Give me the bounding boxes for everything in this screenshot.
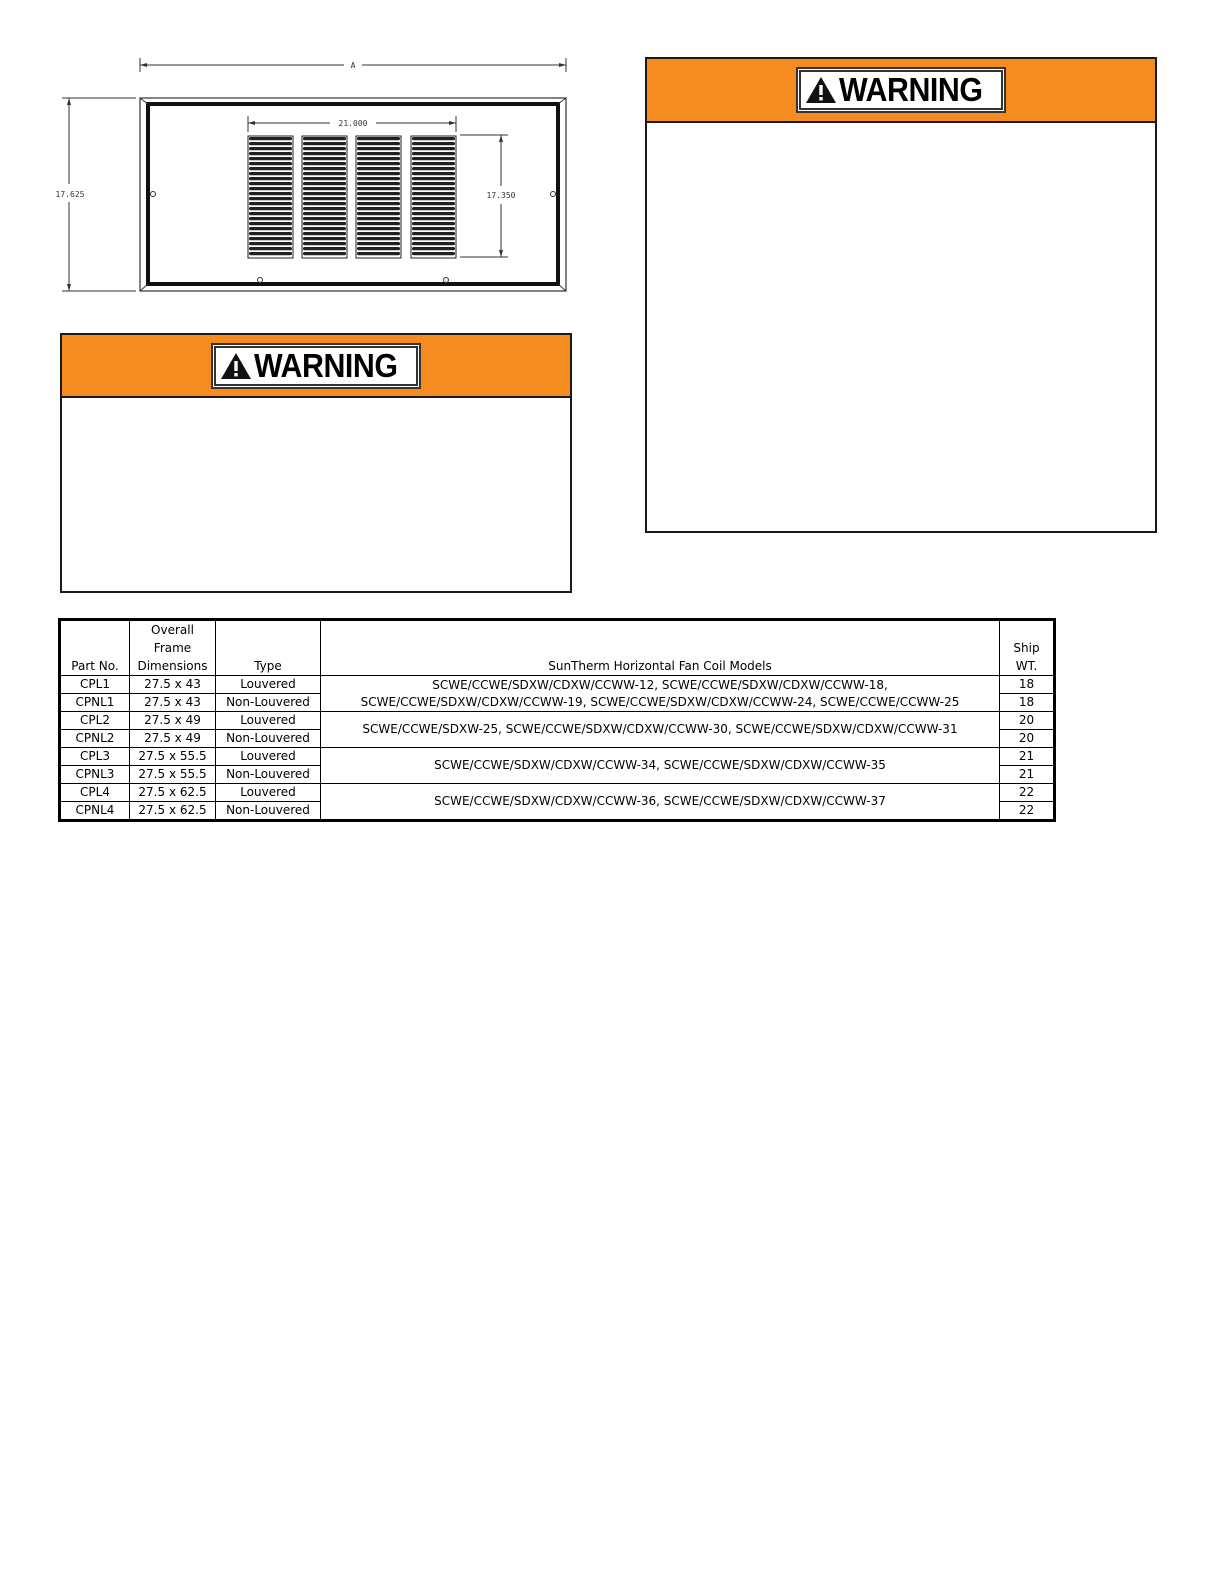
- dimensions-cell: 27.5 x 55.5: [130, 766, 216, 784]
- louver-column: [411, 136, 456, 258]
- warning-word: WARNING: [839, 71, 983, 108]
- type-cell: Non-Louvered: [216, 766, 321, 784]
- warning-label: [799, 70, 1003, 110]
- warning-panel-left: [60, 333, 572, 593]
- dimension-louver-height-label: 17.350: [486, 191, 516, 200]
- dimensions-cell: 27.5 x 62.5: [130, 784, 216, 802]
- table-row: [60, 676, 1055, 694]
- type-cell: Louvered: [216, 712, 321, 730]
- weight-cell: 18: [1000, 694, 1055, 712]
- dimension-a-label: A: [350, 61, 356, 70]
- louver-column: [248, 136, 293, 258]
- header-ship-weight: Ship WT.: [1000, 620, 1055, 676]
- cover-panel-spec-table: [58, 618, 1056, 822]
- type-cell: Louvered: [216, 748, 321, 766]
- header-frame-dimensions: Overall Frame Dimensions: [130, 620, 216, 676]
- header-type: Type: [216, 620, 321, 676]
- type-cell: Louvered: [216, 784, 321, 802]
- warning-triangle-icon: [220, 352, 252, 380]
- part-no-cell: CPNL4: [60, 802, 130, 821]
- part-no-cell: CPNL3: [60, 766, 130, 784]
- warning-label: [214, 346, 418, 386]
- warning-triangle-icon: [805, 76, 837, 104]
- weight-cell: 18: [1000, 676, 1055, 694]
- weight-cell: 22: [1000, 802, 1055, 821]
- weight-cell: 20: [1000, 730, 1055, 748]
- louver-column: [356, 136, 401, 258]
- dimensions-cell: 27.5 x 55.5: [130, 748, 216, 766]
- type-cell: Non-Louvered: [216, 694, 321, 712]
- type-cell: Non-Louvered: [216, 802, 321, 821]
- models-cell: SCWE/CCWE/SDXW/CDXW/CCWW-34, SCWE/CCWE/SDXW/CDXW/CCWW-35: [321, 748, 1000, 784]
- part-no-cell: CPNL2: [60, 730, 130, 748]
- warning-header-band: [647, 59, 1155, 123]
- dimension-height-label: 17.625: [55, 190, 85, 199]
- type-cell: Louvered: [216, 676, 321, 694]
- models-cell: SCWE/CCWE/SDXW-25, SCWE/CCWE/SDXW/CDXW/CCWW-30, SCWE/CCWE/SDXW/CDXW/CCWW-31: [321, 712, 1000, 748]
- louver-column: [302, 136, 347, 258]
- table-row: [60, 748, 1055, 766]
- dimensions-cell: 27.5 x 62.5: [130, 802, 216, 821]
- models-cell: SCWE/CCWE/SDXW/CDXW/CCWW-12, SCWE/CCWE/SDXW/CDXW/CCWW-18, SCWE/CCWE/SDXW/CDXW/CCWW-19, SCWE/CCWE/SDXW/CDXW/CCWW-24, SCWE/CCWE/CCWW-25: [321, 676, 1000, 712]
- part-no-cell: CPL4: [60, 784, 130, 802]
- header-models: SunTherm Horizontal Fan Coil Models: [321, 620, 1000, 676]
- table-header-row: [60, 620, 1055, 676]
- part-no-cell: CPL2: [60, 712, 130, 730]
- models-cell: SCWE/CCWE/SDXW/CDXW/CCWW-36, SCWE/CCWE/SDXW/CDXW/CCWW-37: [321, 784, 1000, 821]
- dimensions-cell: 27.5 x 43: [130, 694, 216, 712]
- table-row: [60, 712, 1055, 730]
- weight-cell: 21: [1000, 748, 1055, 766]
- weight-cell: 22: [1000, 784, 1055, 802]
- weight-cell: 20: [1000, 712, 1055, 730]
- part-no-cell: CPL3: [60, 748, 130, 766]
- grille-dimension-drawing: [52, 52, 582, 302]
- part-no-cell: CPL1: [60, 676, 130, 694]
- table-row: [60, 784, 1055, 802]
- dimensions-cell: 27.5 x 49: [130, 712, 216, 730]
- type-cell: Non-Louvered: [216, 730, 321, 748]
- dimensions-cell: 27.5 x 43: [130, 676, 216, 694]
- dimension-louver-width-label: 21.000: [338, 119, 368, 128]
- weight-cell: 21: [1000, 766, 1055, 784]
- header-part-no: Part No.: [60, 620, 130, 676]
- part-no-cell: CPNL1: [60, 694, 130, 712]
- warning-word: WARNING: [254, 346, 398, 384]
- warning-header-band: [62, 335, 570, 398]
- dimensions-cell: 27.5 x 49: [130, 730, 216, 748]
- warning-panel-right: [645, 57, 1157, 533]
